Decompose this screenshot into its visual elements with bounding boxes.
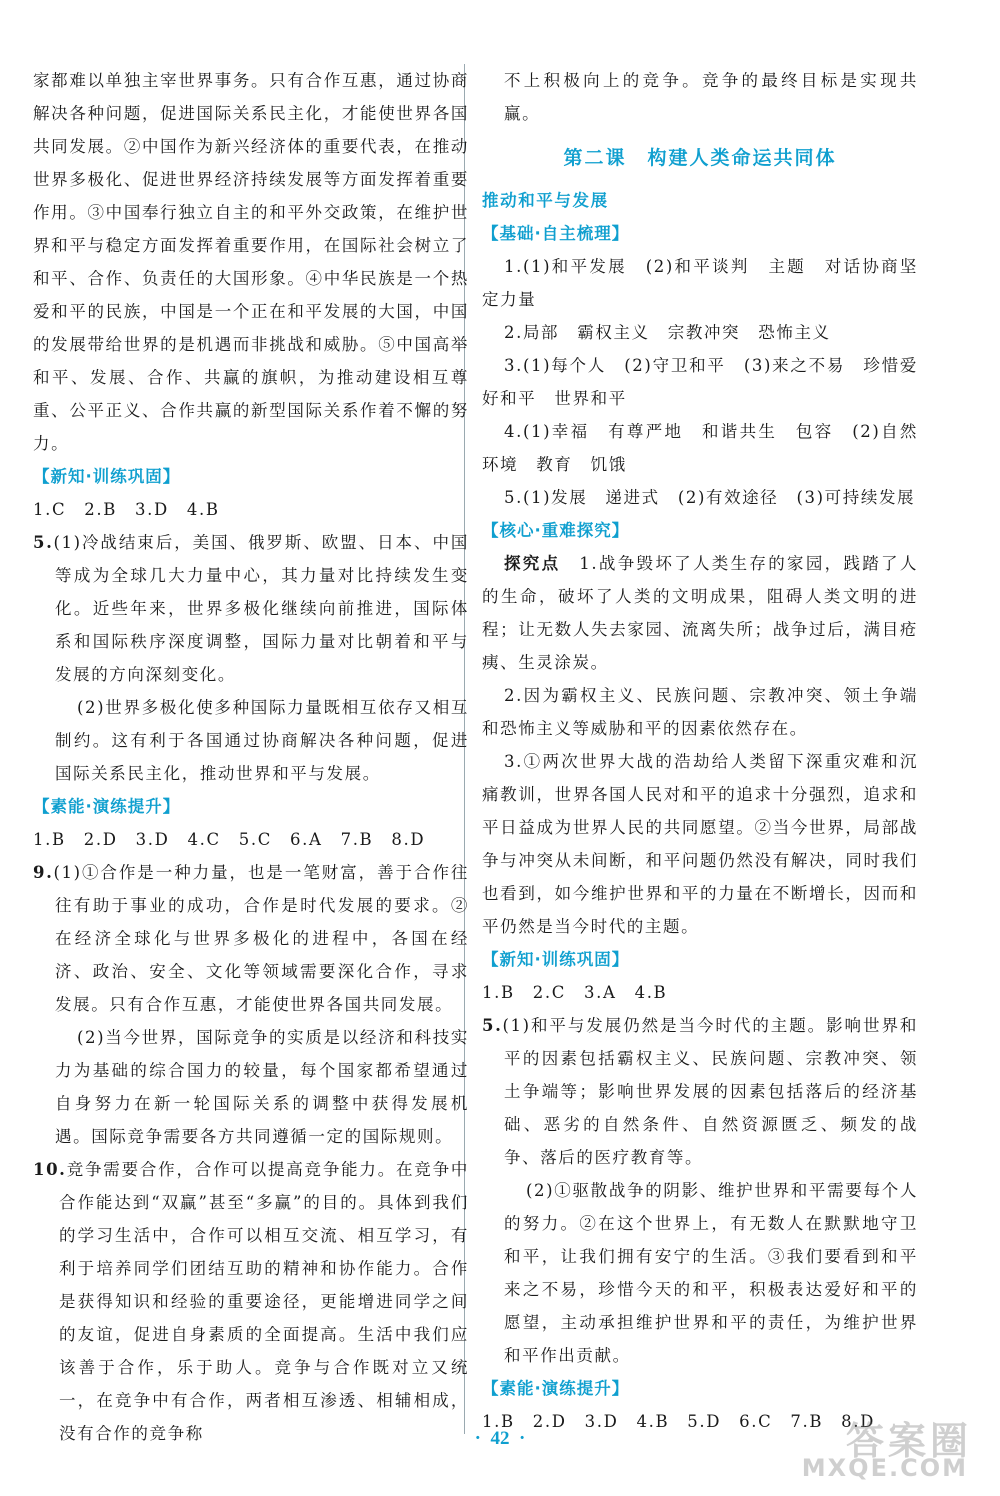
basic-answer-3: 3.(1)每个人 (2)守卫和平 (3)来之不易 珍惜爱好和平 世界和平 bbox=[482, 356, 918, 408]
section-title-hexin: 【核心·重难探究】 bbox=[482, 521, 630, 540]
explore-1 bbox=[482, 547, 918, 679]
watermark-logo bbox=[792, 1410, 982, 1488]
right-question-5-part-1: (1)和平与发展仍然是当今时代的主题。影响世界和平的因素包括霸权主义、民族问题、宗教冲突、领土争端等；影响世界发展的因素包括落后的经济基础、恶劣的自然条件、自然资源匮乏、频发的战争、落后的医疗教育等。 bbox=[502, 1016, 918, 1167]
question-9-number: 9. bbox=[33, 863, 54, 882]
section-title-suneng-2: 【素能·演练提升】 bbox=[482, 1379, 630, 1398]
section-title-xinzhi: 【新知·训练巩固】 bbox=[33, 467, 181, 486]
section-title-xinzhi-2: 【新知·训练巩固】 bbox=[482, 950, 630, 969]
answers-xinzhi-2: 1.B 2.C 3.A 4.B bbox=[482, 983, 668, 1002]
subsection-title: 推动和平与发展 bbox=[482, 191, 609, 210]
right-column bbox=[482, 64, 918, 1438]
basic-answer-2: 2.局部 霸权主义 宗教冲突 恐怖主义 bbox=[504, 323, 831, 342]
page-number-value: 42 bbox=[490, 1428, 510, 1449]
question-10-number: 10. bbox=[33, 1160, 67, 1179]
continued-text: 不上积极向上的竞争。竞争的最终目标是实现共赢。 bbox=[504, 71, 918, 123]
question-5 bbox=[33, 526, 469, 691]
question-5-part-1: (1)冷战结束后，美国、俄罗斯、欧盟、日本、中国等成为全球几大力量中心，其力量对比持续发生变化。近些年来，世界多极化继续向前推进，国际体系和国际秩序深度调整，国际力量对比朝着和平与发展的方向深刻变化。 bbox=[53, 533, 469, 684]
explore-label: 探究点 bbox=[504, 554, 561, 573]
watermark-line-1: 答案圈 bbox=[845, 1419, 972, 1463]
page-number: · 42 · bbox=[474, 1428, 526, 1449]
question-9-part-2-text: (2)当今世界，国际竞争的实质是以经济和科技实力为基础的综合国力的较量，每个国家都希望通过自身努力在新一轮国际关系的调整中获得发展机遇。国际竞争需要各方共同遵循一定的国际规则。 bbox=[55, 1028, 469, 1146]
question-10 bbox=[33, 1153, 469, 1450]
right-question-5-part-2 bbox=[482, 1174, 918, 1372]
question-10-text: 竞争需要合作，合作可以提高竞争能力。在竞争中合作能达到“双赢”甚至“多赢”的目的。具体到我们的学习生活中，合作可以相互交流、相互学习，有利于培养同学们团结互助的精神和协作能力。合作是获得知识和经验的重要途径，更能增进同学之间的友谊，促进自身素质的全面提高。生活中我们应该善于合作，乐于助人。竞争与合作既对立又统一，在竞争中有合作，两者相互渗透、相辅相成，没有合作的竞争称 bbox=[59, 1160, 469, 1443]
question-5-number: 5. bbox=[33, 533, 54, 552]
left-column bbox=[33, 64, 469, 1450]
question-9 bbox=[33, 856, 469, 1021]
question-9-part-1: (1)①合作是一种力量，也是一笔财富，善于合作往往有助于事业的成功，合作是时代发展的要求。②在经济全球化与世界多极化的进程中，各国在经济、政治、安全、文化等领域需要深化合作，寻求发展。只有合作互惠，才能使世界各国共同发展。 bbox=[53, 863, 469, 1014]
answers-suneng: 1.B 2.D 3.D 4.C 5.C 6.A 7.B 8.D bbox=[33, 830, 426, 849]
question-9-part-2 bbox=[33, 1021, 469, 1153]
answers-xinzhi: 1.C 2.B 3.D 4.B bbox=[33, 500, 220, 519]
question-5-part-2 bbox=[33, 691, 469, 790]
explore-3: 3.①两次世界大战的浩劫给人类留下深重灾难和沉痛教训，世界各国人民对和平的追求十分强烈，追求和平日益成为世界人民的共同愿望。②当今世界，局部战争与冲突从未间断，和平问题仍然没有解决，同时我们也看到，如今维护世界和平的力量在不断增长，因而和平仍然是当今时代的主题。 bbox=[482, 752, 918, 936]
section-title-suneng: 【素能·演练提升】 bbox=[33, 797, 181, 816]
right-question-5 bbox=[482, 1009, 918, 1174]
basic-answer-5: 5.(1)发展 递进式 (2)有效途径 (3)可持续发展 bbox=[504, 488, 916, 507]
answers-suneng-2: 1.B 2.D 3.D 4.B 5.D 6.C 7.B 8.D bbox=[482, 1412, 875, 1431]
explore-1-text: 1.战争毁坏了人类生存的家园，践踏了人的生命，破坏了人类的文明成果，阻碍人类文明的进程；让无数人失去家园、流离失所；战争过后，满目疮痍、生灵涂炭。 bbox=[482, 554, 918, 672]
explore-2: 2.因为霸权主义、民族问题、宗教冲突、领土争端和恐怖主义等威胁和平的因素依然存在。 bbox=[482, 686, 918, 738]
intro-text: 家都难以单独主宰世界事务。只有合作互惠，通过协商解决各种问题，促进国际关系民主化，才能使世界各国共同发展。②中国作为新兴经济体的重要代表，在推动世界多极化、促进世界经济持续发展等方面发挥着重要作用。③中国奉行独立自主的和平外交政策，在维护世界和平与稳定方面发挥着重要作用，在国际社会树立了和平、合作、负责任的大国形象。④中华民族是一个热爱和平的民族，中国是一个正在和平发展的大国，中国的发展带给世界的是机遇而非挑战和威胁。⑤中国高举和平、发展、合作、共赢的旗帜，为推动建设相互尊重、公平正义、合作共赢的新型国际关系作着不懈的努力。 bbox=[33, 71, 469, 453]
right-question-5-part-2-text: (2)①驱散战争的阴影、维护世界和平需要每个人的努力。②在这个世界上，有无数人在默默地守卫和平，让我们拥有安宁的生活。③我们要看到和平来之不易，珍惜今天的和平，积极表达爱好和平的愿望，主动承担维护世界和平的责任，为维护世界和平作出贡献。 bbox=[504, 1181, 918, 1365]
basic-answer-4: 4.(1)幸福 有尊严地 和谐共生 包容 (2)自然环境 教育 饥饿 bbox=[482, 422, 918, 474]
lesson-title: 第二课 构建人类命运共同体 bbox=[563, 147, 837, 169]
basic-answer-1: 1.(1)和平发展 (2)和平谈判 主题 对话协商坚定力量 bbox=[482, 257, 918, 309]
watermark-line-2: MXQE.COM bbox=[801, 1454, 968, 1482]
right-question-5-number: 5. bbox=[482, 1016, 503, 1035]
question-5-part-2-text: (2)世界多极化使多种国际力量既相互依存又相互制约。这有利于各国通过协商解决各种问题，促进国际关系民主化，推动世界和平与发展。 bbox=[55, 698, 469, 783]
section-title-jichu: 【基础·自主梳理】 bbox=[482, 224, 630, 243]
